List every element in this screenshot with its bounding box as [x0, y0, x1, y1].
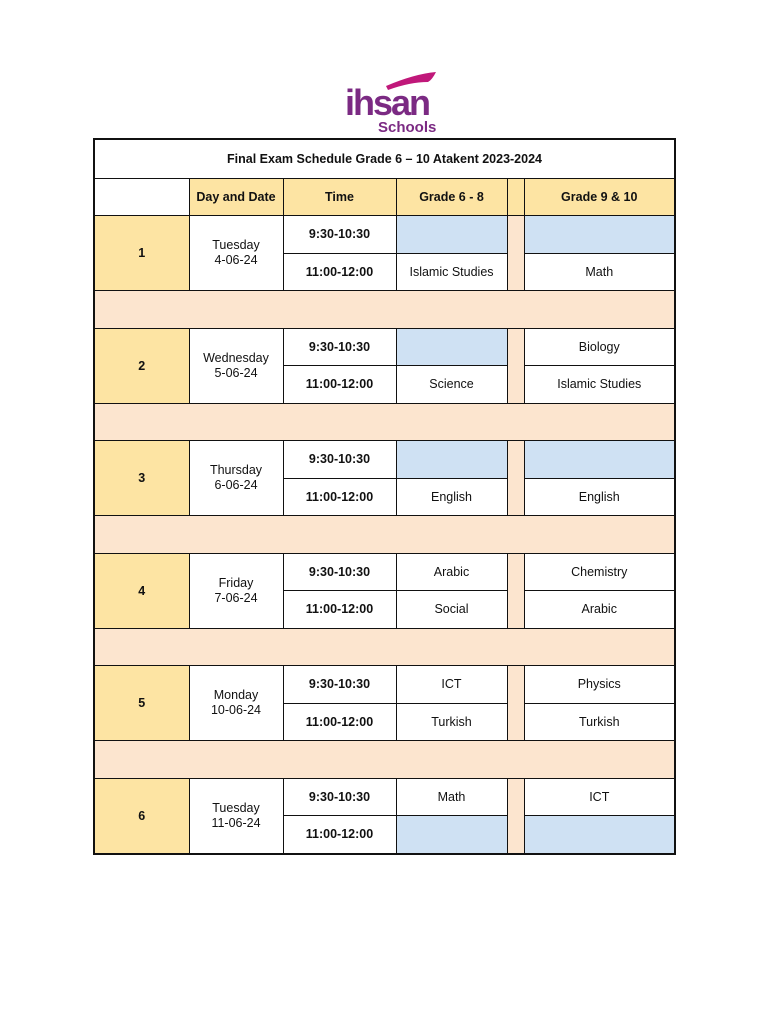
- day-name: Thursday: [209, 463, 263, 477]
- day-and-date: [189, 441, 283, 516]
- grade-9-10-exam: Turkish: [524, 703, 675, 741]
- day-name: Friday: [218, 575, 254, 590]
- day-name: Monday: [213, 688, 259, 702]
- grade-9-10-exam: Chemistry: [524, 553, 675, 591]
- grade-6-8-exam: English: [396, 478, 507, 516]
- day-and-date: [189, 216, 283, 291]
- day-date: 4-06-24: [214, 253, 258, 267]
- schedule-row: [94, 216, 675, 254]
- schedule-row: [94, 441, 675, 479]
- day-date: 7-06-24: [214, 590, 258, 605]
- header-grade-6-8: Grade 6 - 8: [396, 179, 507, 216]
- grade-9-10-exam: Physics: [524, 666, 675, 704]
- slot-time: 11:00-12:00: [283, 591, 396, 629]
- grade-9-10-exam: [524, 216, 675, 254]
- day-date: 11-06-24: [211, 815, 261, 830]
- logo-wordmark: ihsan: [345, 82, 430, 123]
- grade-9-10-exam: [524, 816, 675, 854]
- separator-column: [507, 216, 524, 291]
- logo-subtitle: Schools: [378, 119, 437, 136]
- day-number: 2: [94, 328, 189, 403]
- day-number: 1: [94, 216, 189, 291]
- header-blank: [94, 179, 189, 216]
- day-and-date: [189, 666, 283, 741]
- day-number: 6: [94, 778, 189, 854]
- day-separator-row: [94, 291, 675, 329]
- slot-time: 9:30-10:30: [283, 216, 396, 254]
- slot-time: 9:30-10:30: [283, 778, 396, 816]
- slot-time: 11:00-12:00: [283, 816, 396, 854]
- grade-6-8-exam: ICT: [396, 666, 507, 704]
- grade-6-8-exam: Arabic: [396, 553, 507, 591]
- slot-time: 11:00-12:00: [283, 478, 396, 516]
- header-grade-9-10: Grade 9 & 10: [524, 179, 675, 216]
- grade-9-10-exam: Islamic Studies: [524, 366, 675, 404]
- separator-column: [507, 441, 524, 516]
- slot-time: 11:00-12:00: [283, 366, 396, 404]
- schedule-row: [94, 328, 675, 366]
- separator-column: [507, 553, 524, 628]
- grade-6-8-exam: Islamic Studies: [396, 253, 507, 291]
- grade-9-10-exam: [524, 441, 675, 479]
- day-number: 4: [94, 553, 189, 628]
- slot-time: 9:30-10:30: [283, 441, 396, 479]
- day-and-date: [189, 328, 283, 403]
- slot-time: 11:00-12:00: [283, 703, 396, 741]
- grade-6-8-exam: [396, 216, 507, 254]
- header-time: Time: [283, 179, 396, 216]
- separator-column: [507, 778, 524, 854]
- day-separator-row: [94, 516, 675, 554]
- day-number: 3: [94, 441, 189, 516]
- day-date: 10-06-24: [210, 703, 262, 717]
- slot-time: 9:30-10:30: [283, 553, 396, 591]
- day-date: 6-06-24: [214, 478, 258, 492]
- day-name: Tuesday: [212, 238, 260, 252]
- separator-column: [507, 666, 524, 741]
- day-separator-row: [94, 403, 675, 441]
- grade-9-10-exam: ICT: [524, 778, 675, 816]
- day-separator-row: [94, 628, 675, 666]
- grade-9-10-exam: Arabic: [524, 591, 675, 629]
- schedule-row: [94, 778, 675, 816]
- grade-6-8-exam: [396, 441, 507, 479]
- day-date: 5-06-24: [214, 365, 258, 380]
- grade-6-8-exam: [396, 328, 507, 366]
- separator-column: [507, 179, 524, 216]
- grade-9-10-exam: English: [524, 478, 675, 516]
- schedule-title: Final Exam Schedule Grade 6 – 10 Atakent 2023-2024: [94, 139, 675, 179]
- school-logo: [344, 72, 444, 136]
- grade-6-8-exam: Math: [396, 778, 507, 816]
- day-name: Tuesday: [212, 800, 260, 815]
- grade-6-8-exam: Turkish: [396, 703, 507, 741]
- day-and-date: [189, 778, 283, 854]
- schedule-row: [94, 553, 675, 591]
- day-number: 5: [94, 666, 189, 741]
- separator-column: [507, 328, 524, 403]
- slot-time: 11:00-12:00: [283, 253, 396, 291]
- day-and-date: [189, 553, 283, 628]
- grade-6-8-exam: Science: [396, 366, 507, 404]
- header-day-and-date: Day and Date: [189, 179, 283, 216]
- exam-schedule-table: [93, 138, 676, 855]
- slot-time: 9:30-10:30: [283, 666, 396, 704]
- grade-9-10-exam: Math: [524, 253, 675, 291]
- grade-6-8-exam: [396, 816, 507, 854]
- grade-9-10-exam: Biology: [524, 328, 675, 366]
- day-name: Wednesday: [203, 350, 269, 365]
- grade-6-8-exam: Social: [396, 591, 507, 629]
- day-separator-row: [94, 741, 675, 779]
- schedule-row: [94, 666, 675, 704]
- slot-time: 9:30-10:30: [283, 328, 396, 366]
